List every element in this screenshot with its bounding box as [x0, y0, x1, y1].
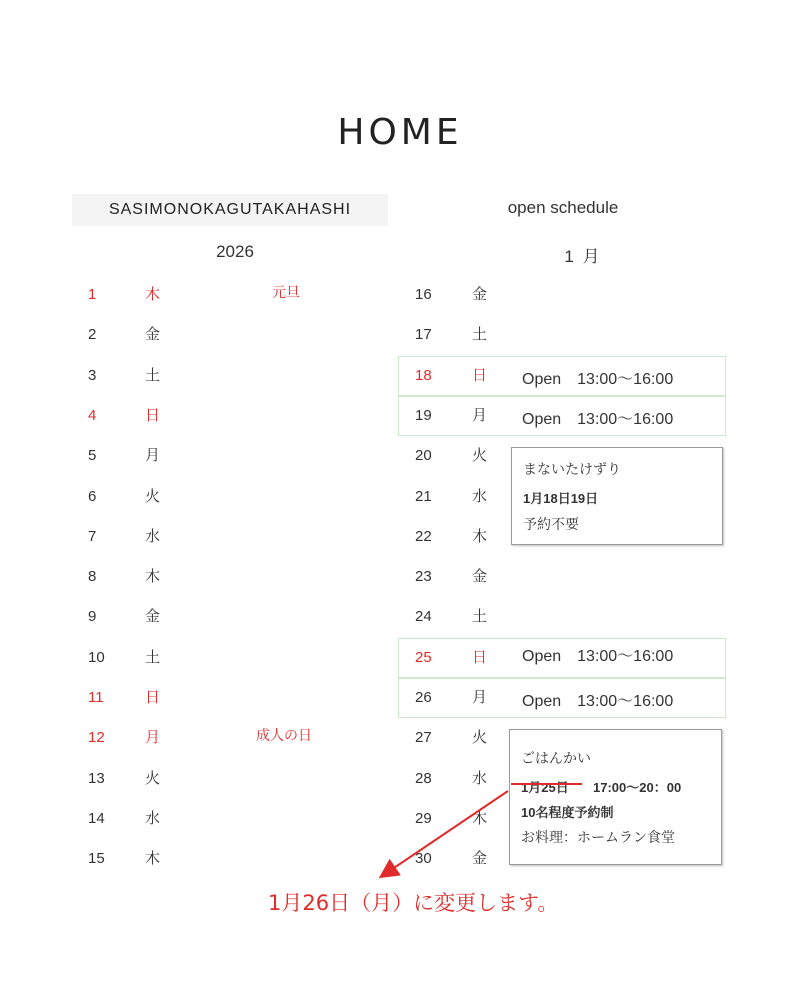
- day-number: 12: [88, 729, 105, 747]
- note-title: まないたけずり: [523, 462, 621, 478]
- page-title: HOME: [337, 112, 463, 153]
- note-dates: 1月18日19日: [523, 491, 599, 506]
- weekday: 木: [472, 809, 488, 827]
- day-number: 21: [415, 487, 432, 505]
- day-number: 7: [88, 527, 97, 545]
- day-number: 11: [88, 689, 104, 706]
- open-hours: Open 13:00〜16:00: [522, 370, 674, 388]
- weekday: 金: [145, 326, 161, 344]
- weekday: 月: [472, 689, 488, 706]
- day-number: 27: [415, 729, 432, 747]
- open-hours: Open 13:00〜16:00: [522, 647, 674, 665]
- schedule-label: open schedule: [507, 198, 619, 217]
- day-number: 3: [88, 366, 97, 384]
- weekday: 月: [145, 447, 161, 465]
- weekday: 木: [472, 527, 488, 545]
- weekday: 日: [472, 648, 488, 666]
- weekday: 木: [145, 568, 161, 586]
- weekday: 土: [145, 648, 161, 666]
- day-number: 28: [415, 769, 432, 787]
- day-number: 29: [415, 809, 432, 827]
- note-reservation: 予約不要: [523, 517, 579, 533]
- weekday: 木: [145, 286, 161, 303]
- holiday-name: 元旦: [272, 285, 300, 301]
- holiday-name: 成人の日: [256, 728, 312, 745]
- weekday: 火: [145, 769, 161, 787]
- note-cooking: お料理：ホームラン食堂: [521, 830, 675, 846]
- note-title: ごはんかい: [521, 751, 591, 767]
- weekday: 土: [145, 366, 161, 384]
- day-number: 23: [415, 568, 432, 586]
- weekday: 日: [145, 406, 161, 424]
- day-number: 6: [88, 487, 97, 505]
- open-hours: Open 13:00〜16:00: [522, 410, 674, 428]
- year-label: 2026: [216, 242, 254, 261]
- day-number: 26: [415, 689, 432, 706]
- weekday: 月: [472, 406, 488, 424]
- day-number: 22: [415, 527, 432, 545]
- month-label: 1 月: [564, 247, 602, 266]
- day-number: 14: [88, 809, 105, 827]
- weekday: 金: [472, 850, 488, 868]
- day-number: 5: [88, 447, 97, 465]
- day-number: 10: [88, 648, 105, 666]
- note-capacity: 10名程度予約制: [521, 805, 614, 820]
- day-number: 13: [88, 769, 105, 787]
- day-number: 15: [88, 850, 105, 868]
- weekday: 土: [472, 608, 488, 626]
- day-number: 18: [415, 366, 432, 384]
- brand-name: SASIMONOKAGUTAKAHASHI: [72, 194, 388, 226]
- day-number: 30: [415, 850, 432, 868]
- weekday: 火: [472, 447, 488, 465]
- weekday: 金: [472, 286, 488, 303]
- weekday: 火: [472, 729, 488, 747]
- weekday: 日: [472, 366, 488, 384]
- weekday: 日: [145, 689, 161, 706]
- weekday: 木: [145, 850, 161, 868]
- day-number: 19: [415, 406, 432, 424]
- weekday: 土: [472, 326, 488, 344]
- weekday: 火: [145, 487, 161, 505]
- weekday: 水: [472, 769, 488, 787]
- day-number: 16: [415, 286, 432, 303]
- day-number: 17: [415, 326, 432, 344]
- day-number: 2: [88, 326, 97, 344]
- day-number: 24: [415, 608, 432, 626]
- note-old-date: 1月25日: [521, 780, 569, 795]
- day-number: 1: [88, 286, 97, 303]
- weekday: 金: [145, 608, 161, 626]
- day-number: 9: [88, 608, 97, 626]
- weekday: 金: [472, 568, 488, 586]
- note-time: 17:00〜20：00: [593, 780, 682, 795]
- weekday: 水: [472, 487, 488, 505]
- day-number: 25: [415, 648, 432, 666]
- day-number: 8: [88, 568, 97, 586]
- weekday: 水: [145, 809, 161, 827]
- day-number: 20: [415, 447, 432, 465]
- change-arrow: [382, 791, 508, 876]
- weekday: 水: [145, 527, 161, 545]
- open-hours: Open 13:00〜16:00: [522, 693, 674, 710]
- weekday: 月: [145, 729, 161, 747]
- day-number: 4: [88, 406, 97, 424]
- change-message: 1月26日（月）に変更します。: [268, 891, 559, 915]
